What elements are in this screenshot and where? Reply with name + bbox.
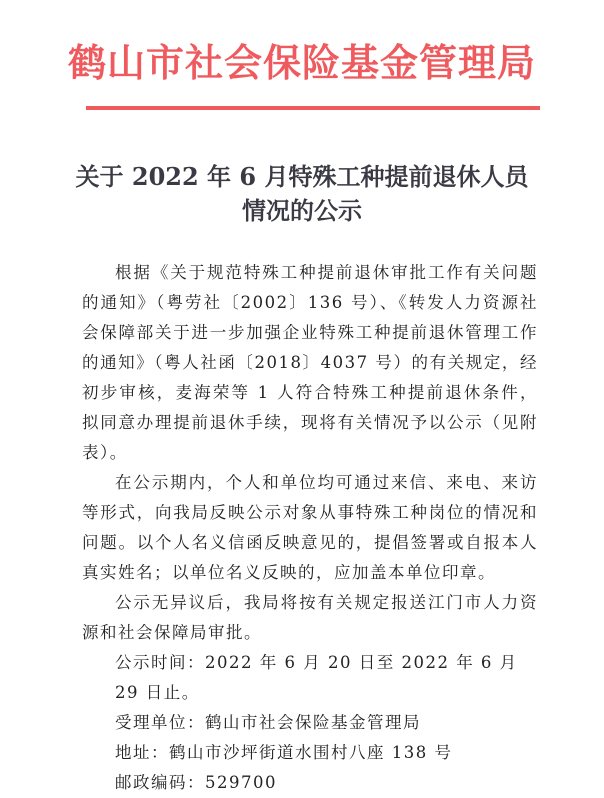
title-line-1: 关于 2022 年 6 月特殊工种提前退休人员 [75,162,529,191]
paragraph-approval: 公示无异议后，我局将按有关规定报送江门市人力资源和社会保障局审批。 [82,593,538,642]
masthead-org-name: 鹤山市社会保险基金管理局 [67,40,536,85]
paragraph-basis: 根据《关于规范特殊工种提前退休审批工作有关问题的通知》（粤劳社〔2002〕136 号）、《转发人力资源社会保障部关于进一步加强企业特殊工种提前退休管理工作的通知》（粤人社函〔2018〕4037 号）的有关规定，经初步审核，麦海荣等 1 人符合特殊工种提前退休条件，拟同意办理提前退休手续，现将有关情况予以公示（见附表）。 [82,263,538,462]
title-line-2: 情况的公示 [242,196,362,225]
address: 地址：鹤山市沙坪街道水围村八座 138 号 [115,743,453,762]
masthead-red-rule [86,106,540,110]
document-title [0,160,604,228]
receiving-unit: 受理单位：鹤山市社会保险基金管理局 [115,713,421,732]
paragraph-feedback: 在公示期内，个人和单位均可通过来信、来电、来访等形式，向我局反映公示对象从事特殊工种岗位的情况和问题。以个人名义信函反映意见的，提倡签署或自报本人真实姓名；以单位名义反映的，应加盖本单位印章。 [82,473,538,582]
document-body [82,258,538,798]
postcode: 邮政编码：529700 [115,773,277,792]
notice-period: 公示时间：2022 年 6 月 20 日至 2022 年 6 月 29 日止。 [115,653,518,702]
